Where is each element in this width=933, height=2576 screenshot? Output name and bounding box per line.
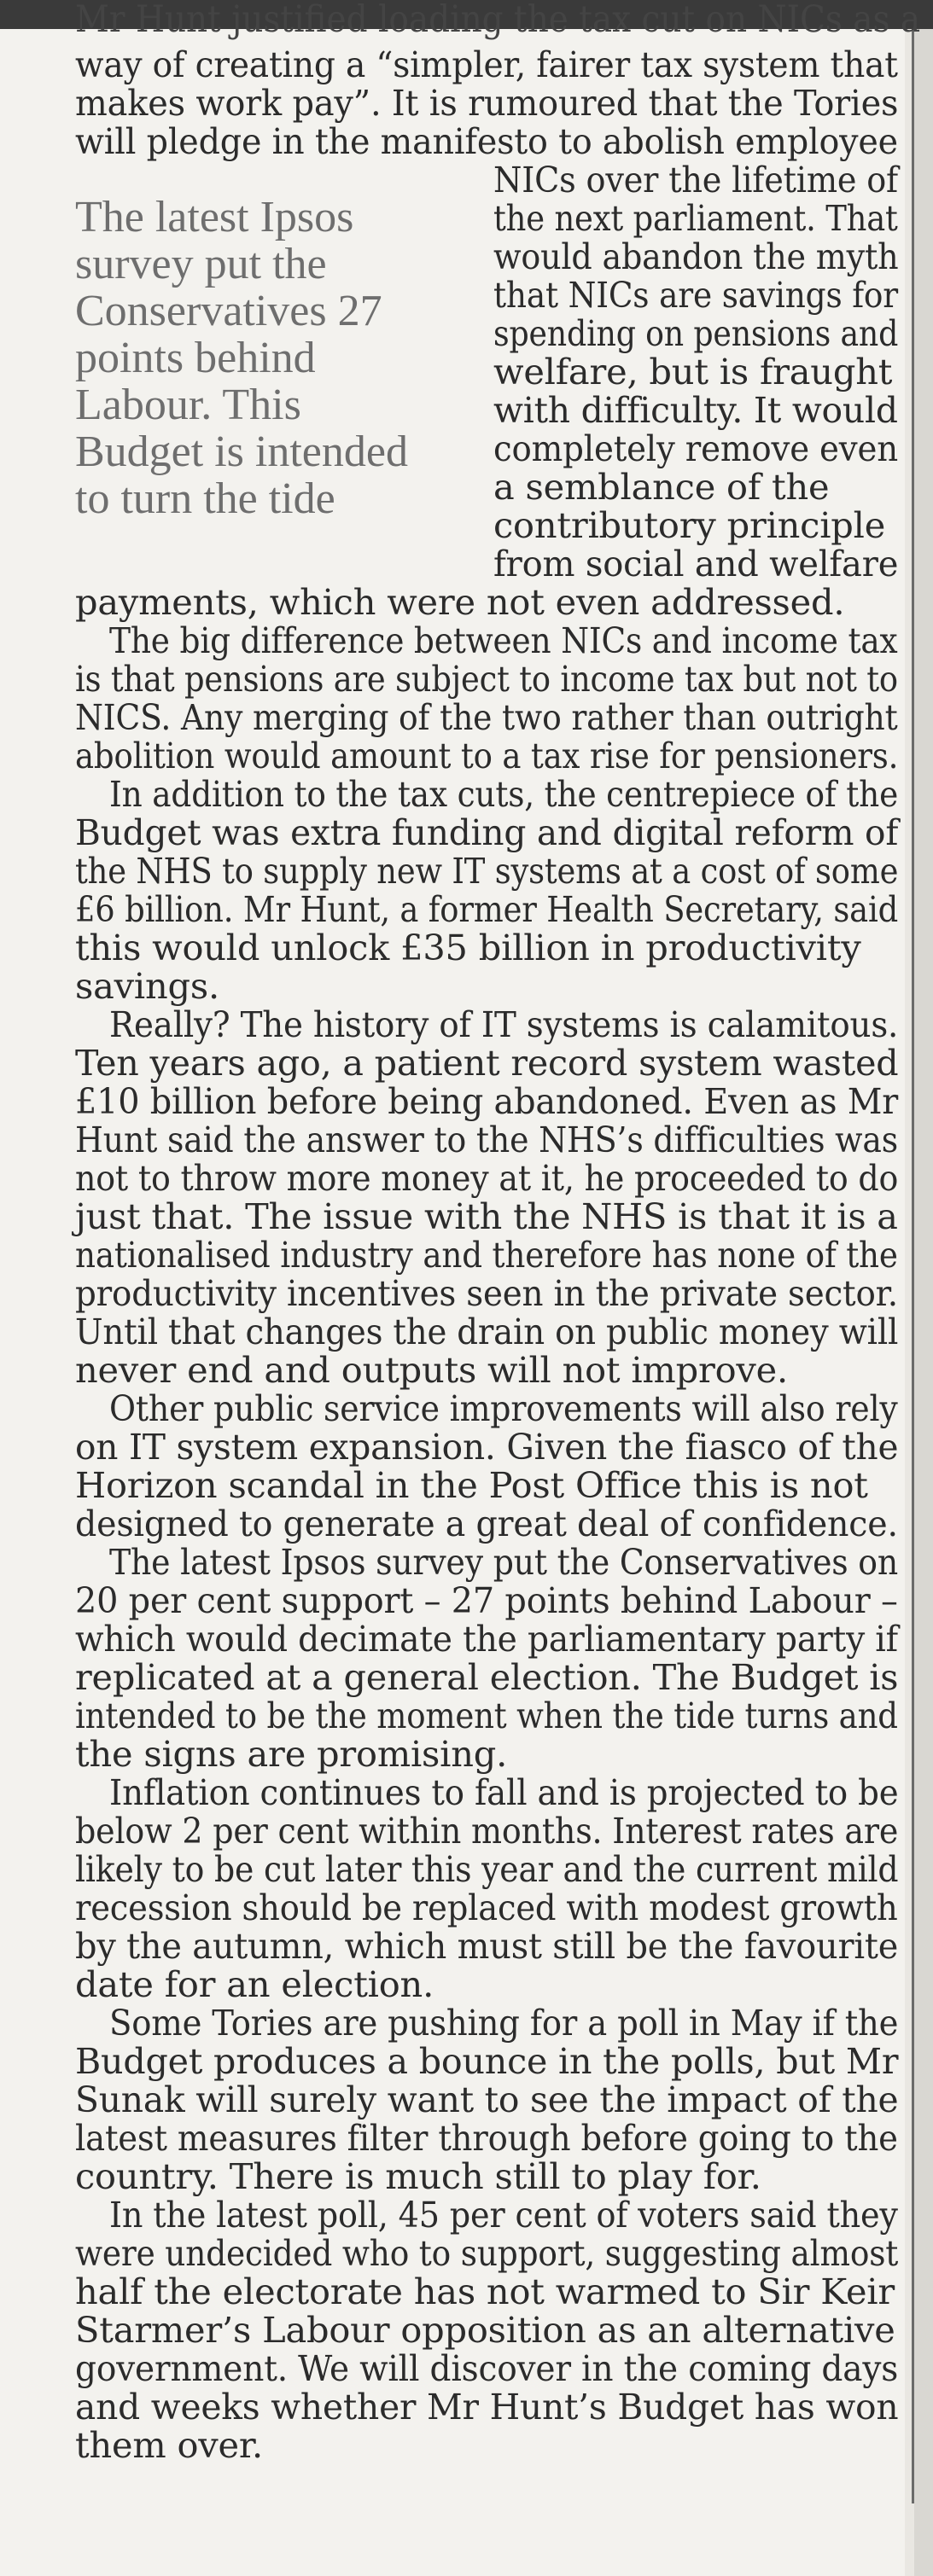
body-line: the signs are promising. bbox=[75, 1733, 508, 1775]
body-line: Budget produces a bounce in the polls, but Mr bbox=[75, 2040, 899, 2082]
body-line: abolition would amount to a tax rise for pensioners. bbox=[75, 735, 899, 776]
body-line: which would decimate the parliamentary party if bbox=[75, 1618, 898, 1660]
body-line: not to throw more money at it, he proceeded to do bbox=[75, 1157, 899, 1199]
pull-quote-line: The latest Ipsos bbox=[75, 193, 354, 241]
body-line: way of creating a “simpler, fairer tax system that bbox=[75, 44, 898, 85]
body-line: Ten years ago, a patient record system wasted bbox=[75, 1042, 899, 1084]
body-line: spending on pensions and bbox=[493, 312, 899, 354]
body-line: would abandon the myth bbox=[493, 236, 899, 277]
body-line: were undecided who to support, suggesting almost bbox=[75, 2232, 899, 2274]
body-line: £10 billion before being abandoned. Even as Mr bbox=[75, 1080, 899, 1122]
body-line: The latest Ipsos survey put the Conservatives on bbox=[109, 1541, 898, 1583]
body-line: productivity incentives seen in the private sector. bbox=[75, 1272, 898, 1314]
body-line: welfare, but is fraught bbox=[493, 351, 893, 393]
body-line: is that pensions are subject to income tax but not to bbox=[75, 658, 898, 700]
body-line: In addition to the tax cuts, the centrepiece of the bbox=[109, 773, 899, 815]
body-line: Hunt said the answer to the NHS’s difficulties was bbox=[75, 1119, 898, 1160]
body-line: The big difference between NICs and income tax bbox=[109, 619, 898, 661]
body-line: that NICs are savings for bbox=[493, 274, 899, 316]
pull-quote-line: Labour. This bbox=[75, 381, 301, 429]
body-line: by the autumn, which must still be the favourite bbox=[75, 1925, 899, 1967]
body-line: recession should be replaced with modest growth bbox=[75, 1887, 898, 1928]
body-line: below 2 per cent within months. Interest rates are bbox=[75, 1810, 899, 1852]
body-line: from social and welfare bbox=[493, 543, 899, 584]
body-line: the next parliament. That bbox=[493, 197, 898, 239]
body-line: never end and outputs will not improve. bbox=[75, 1349, 788, 1391]
body-line: with difficulty. It would bbox=[493, 389, 898, 431]
cropped-line-text: Mr Hunt justified loading the tax cut on NICs as a bbox=[75, 0, 921, 41]
body-line: just that. The issue with the NHS is that it is a bbox=[75, 1195, 898, 1237]
body-line: country. There is much still to play for. bbox=[75, 2155, 761, 2197]
body-line: date for an election. bbox=[75, 1963, 434, 2005]
body-line: In the latest poll, 45 per cent of voters said they bbox=[109, 2194, 898, 2236]
body-line: Starmer’s Labour opposition as an alternative bbox=[75, 2309, 895, 2351]
body-line: completely remove even bbox=[493, 427, 898, 469]
body-line: NICs over the lifetime of bbox=[493, 159, 899, 201]
body-line: them over. bbox=[75, 2424, 263, 2466]
body-line: designed to generate a great deal of confidence. bbox=[75, 1503, 898, 1544]
body-line: makes work pay”. It is rumoured that the Tories bbox=[75, 82, 899, 124]
body-line: latest measures filter through before going to the bbox=[75, 2117, 898, 2159]
body-line: replicated at a general election. The Budget is bbox=[75, 1656, 899, 1698]
body-line: Horizon scandal in the Post Office this is not bbox=[75, 1464, 868, 1506]
body-line: nationalised industry and therefore has none of the bbox=[75, 1234, 898, 1276]
pull-quote-line: Conservatives 27 bbox=[75, 287, 382, 335]
body-line: half the electorate has not warmed to Sir Keir bbox=[75, 2271, 895, 2312]
body-line: NICS. Any merging of the two rather than outright bbox=[75, 696, 898, 738]
body-line: the NHS to supply new IT systems at a cost of some bbox=[75, 850, 899, 892]
body-line: on IT system expansion. Given the fiasco of the bbox=[75, 1426, 899, 1468]
body-line: 20 per cent support – 27 points behind Labour – bbox=[75, 1579, 898, 1621]
body-line: contributory principle bbox=[493, 504, 886, 546]
body-line: this would unlock £35 billion in productivity bbox=[75, 927, 861, 968]
body-line: Budget was extra funding and digital reform of bbox=[75, 811, 899, 853]
pull-quote-line: to turn the tide bbox=[75, 474, 335, 523]
body-line: savings. bbox=[75, 965, 219, 1007]
body-line: intended to be the moment when the tide turns and bbox=[75, 1695, 898, 1736]
body-line: Inflation continues to fall and is projected to be bbox=[109, 1771, 899, 1813]
body-line: government. We will discover in the coming days bbox=[75, 2347, 899, 2389]
body-line: £6 billion. Mr Hunt, a former Health Secretary, said bbox=[75, 888, 899, 930]
pull-quote-line: survey put the bbox=[75, 240, 327, 288]
body-line: Until that changes the drain on public money will bbox=[75, 1311, 899, 1352]
body-line: likely to be cut later this year and the current mild bbox=[75, 1848, 899, 1890]
pull-quote-line: points behind bbox=[75, 334, 316, 382]
body-line: Sunak will surely want to see the impact of the bbox=[75, 2079, 899, 2120]
pull-quote-line: Budget is intended bbox=[75, 427, 408, 476]
body-line: payments, which were not even addressed. bbox=[75, 581, 845, 623]
body-line: will pledge in the manifesto to abolish employee bbox=[75, 120, 898, 162]
body-line: a semblance of the bbox=[493, 466, 830, 508]
body-line: Other public service improvements will also rely bbox=[109, 1387, 898, 1429]
body-line: Really? The history of IT systems is calamitous. bbox=[109, 1003, 899, 1045]
body-line: Some Tories are pushing for a poll in May if the bbox=[109, 2002, 899, 2044]
body-line: and weeks whether Mr Hunt’s Budget has won bbox=[75, 2386, 899, 2428]
